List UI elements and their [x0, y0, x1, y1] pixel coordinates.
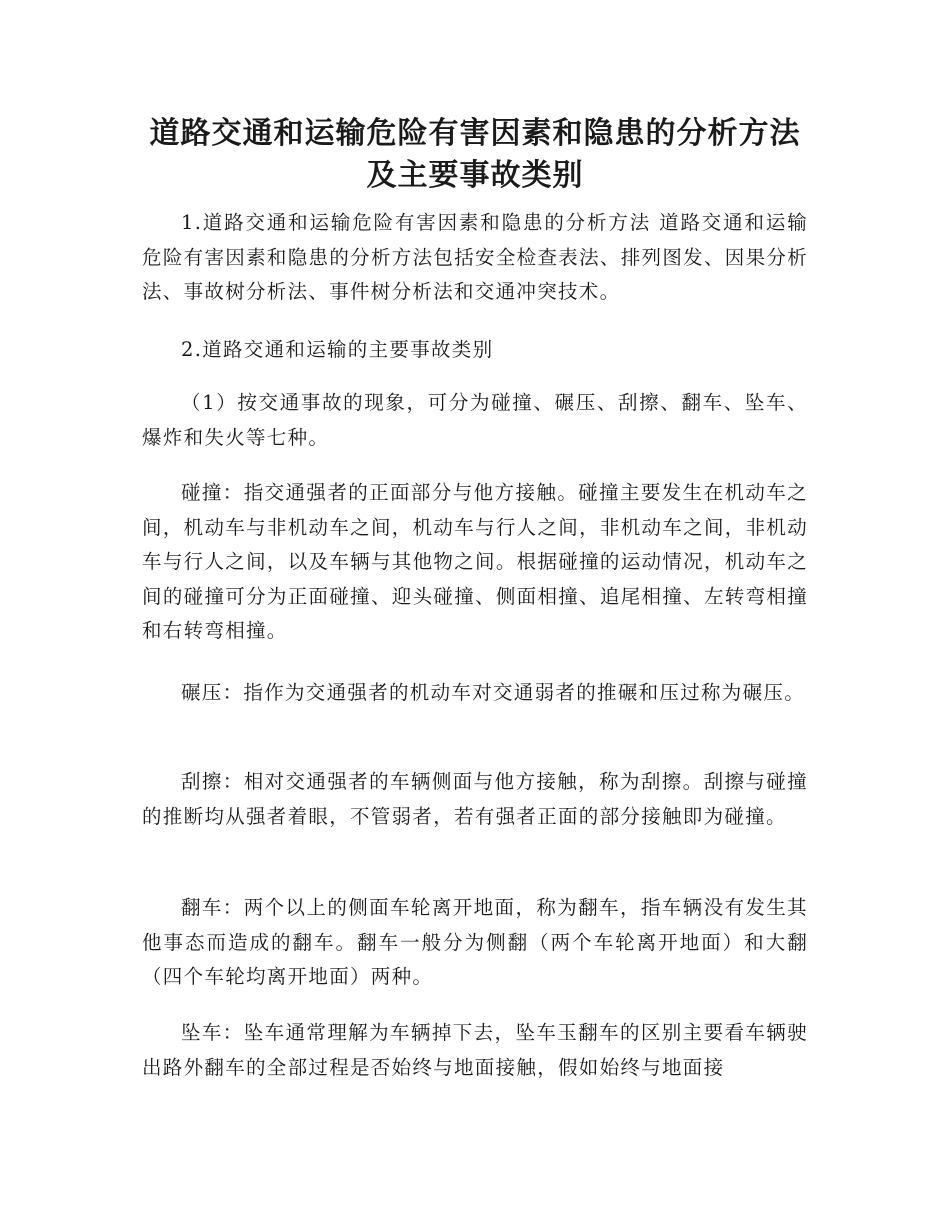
- paragraph-overturn: 翻车：两个以上的侧面车轮离开地面，称为翻车，指车辆没有发生其他事态而造成的翻车。翻车一般分为侧翻（两个车轮离开地面）和大翻（四个车轮均离开地面）两种。: [142, 896, 808, 988]
- paragraph-collision: 碰撞：指交通强者的正面部分与他方接触。碰撞主要发生在机动车之间，机动车与非机动车之间，机动车与行人之间，非机动车之间，非机动车与行人之间，以及车辆与其他物之间。根据碰撞的运动情况，机动车之间的碰撞可分为正面碰撞、迎头碰撞、侧面相撞、追尾相撞、左转弯相撞和右转弯相撞。: [142, 481, 808, 642]
- paragraph-accident-types-heading: 2.道路交通和运输的主要事故类别: [181, 338, 494, 361]
- paragraph-analysis-methods: 1.道路交通和运输危险有害因素和隐患的分析方法 道路交通和运输危险有害因素和隐患的分析方法包括安全检查表法、排列图发、因果分析法、事故树分析法、事件树分析法和交通冲突技术。: [142, 211, 808, 303]
- document-title-line-2: 及主要事故类别: [366, 158, 584, 193]
- paragraph-falling-vehicle: 坠车：坠车通常理解为车辆掉下去，坠车玉翻车的区别主要看车辆驶出路外翻车的全部过程是否始终与地面接触，假如始终与地面接: [142, 1021, 808, 1079]
- paragraph-rolling-over: 碾压：指作为交通强者的机动车对交通弱者的推碾和压过称为碾压。: [181, 681, 806, 704]
- paragraph-accident-phenomena: （1）按交通事故的现象，可分为碰撞、碾压、刮擦、翻车、坠车、爆炸和失火等七种。: [142, 391, 808, 449]
- paragraph-scraping: 刮擦：相对交通强者的车辆侧面与他方接触，称为刮擦。刮擦与碰撞的推断均从强者着眼，不管弱者，若有强者正面的部分接触即为碰撞。: [142, 770, 808, 828]
- document-title-line-1: 道路交通和运输危险有害因素和隐患的分析方法: [149, 116, 801, 151]
